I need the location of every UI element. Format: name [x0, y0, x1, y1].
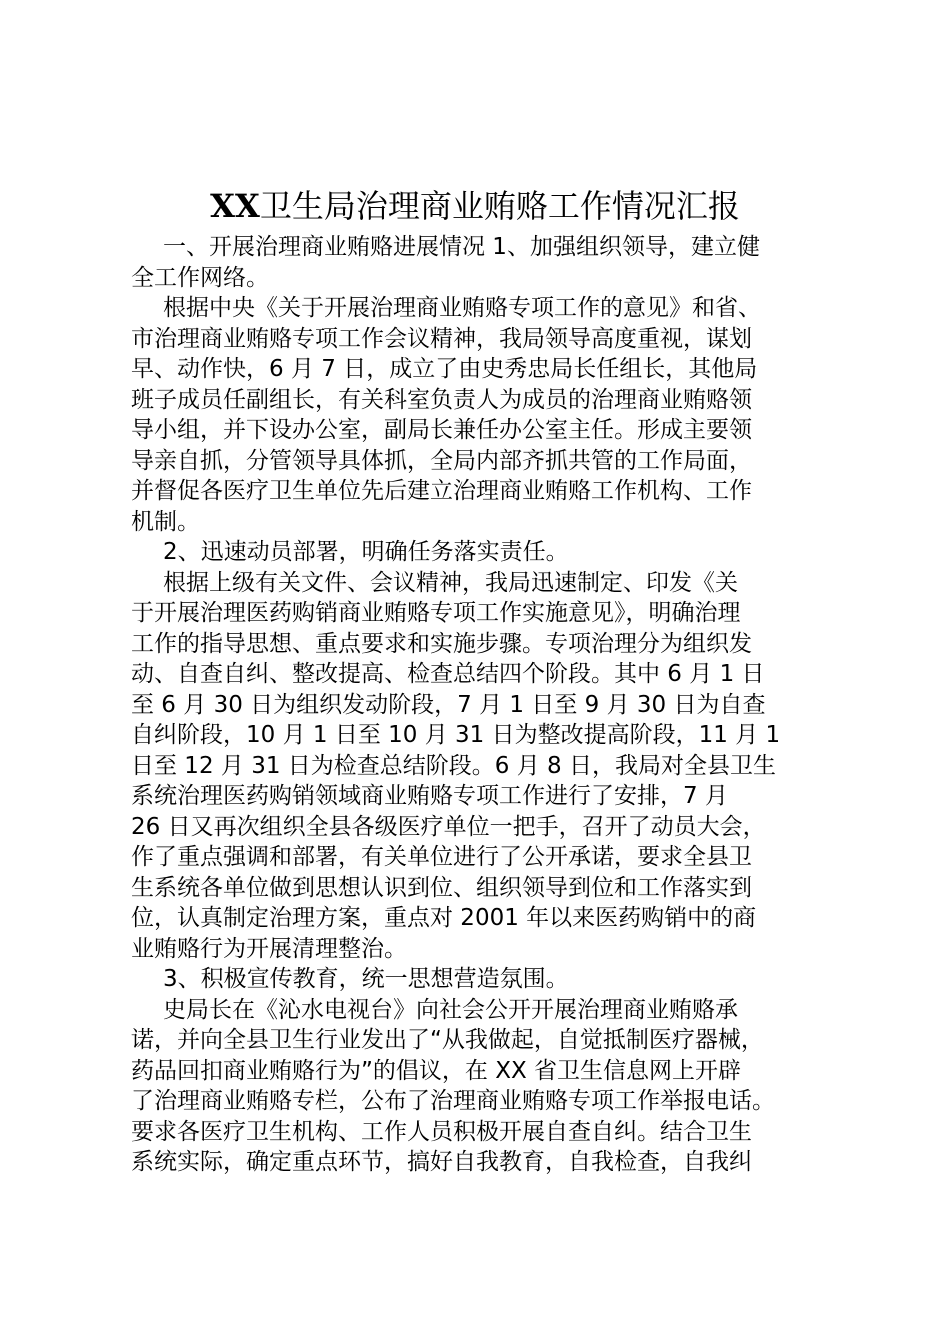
text-line: 根据上级有关文件、会议精神，我局迅速制定、印发《关: [163, 569, 738, 596]
document-title: [0, 184, 950, 228]
text-line: 要求各医疗卫生机构、工作人员积极开展自查自纠。结合卫生: [131, 1118, 752, 1145]
title-main: 卫生局治理商业贿赂工作情况汇报: [259, 187, 740, 225]
text-line: 导小组，并下设办公室，副局长兼任办公室主任。形成主要领: [131, 417, 752, 443]
text-line: 班子成员任副组长，有关科室负责人为成员的治理商业贿赂领: [131, 386, 752, 413]
text-line: 早、动作快，6 月 7 日，成立了由史秀忠局长任组长，其他局: [131, 356, 758, 382]
text-line: 作了重点强调和部署，有关单位进行了公开承诺，要求全县卫: [131, 844, 752, 870]
text-line: 生系统各单位做到思想认识到位、组织领导到位和工作落实到: [131, 874, 752, 901]
text-line: 动、自查自纠、整改提高、检查总结四个阶段。其中 6 月 1 日: [131, 661, 765, 687]
text-line: 并督促各医疗卫生单位先后建立治理商业贿赂工作机构、工作: [131, 478, 752, 504]
text-line: 至 6 月 30 日为组织发动阶段，7 月 1 日至 9 月 30 日为自查: [131, 691, 766, 718]
text-line: 机制。: [131, 508, 200, 535]
text-line: 药品回扣商业贿赂行为”的倡议，在 XX 省卫生信息网上开辟: [131, 1057, 742, 1084]
text-line: 导亲自抓，分管领导具体抓，全局内部齐抓共管的工作局面，: [131, 447, 752, 474]
title-prefix: XX: [210, 187, 260, 225]
text-line: 工作的指导思想、重点要求和实施步骤。专项治理分为组织发: [131, 630, 752, 657]
document-body: [131, 232, 831, 1178]
text-line: 日至 12 月 31 日为检查总结阶段。6 月 8 日，我局对全县卫生: [131, 752, 776, 779]
text-line: 了治理商业贿赂专栏，公布了治理商业贿赂专项工作举报电话。: [131, 1088, 775, 1114]
text-line: 26 日又再次组织全县各级医疗单位一把手，召开了动员大会，: [131, 813, 766, 840]
text-line: 一、开展治理商业贿赂进展情况 1、加强组织领导，建立健: [163, 234, 760, 260]
text-line: 系统实际，确定重点环节，搞好自我教育，自我检查，自我纠: [131, 1149, 752, 1175]
text-line: 3、积极宣传教育，统一思想营造氛围。: [163, 966, 569, 992]
text-line: 位，认真制定治理方案，重点对 2001 年以来医药购销中的商: [131, 905, 757, 931]
text-line: 全工作网络。: [131, 264, 269, 291]
text-line: 系统治理医药购销领域商业贿赂专项工作进行了安排，7 月: [131, 783, 728, 809]
text-line: 根据中央《关于开展治理商业贿赂专项工作的意见》和省、: [163, 295, 761, 321]
text-line: 史局长在《沁水电视台》向社会公开开展治理商业贿赂承: [163, 996, 738, 1023]
text-line: 2、迅速动员部署，明确任务落实责任。: [163, 539, 569, 565]
text-line: 业贿赂行为开展清理整治。: [131, 935, 407, 962]
text-line: 自纠阶段，10 月 1 日至 10 月 31 日为整改提高阶段，11 月 1: [131, 722, 781, 748]
text-line: 诺，并向全县卫生行业发出了“从我做起，自觉抵制医疗器械，: [131, 1027, 764, 1053]
text-line: 于开展治理医药购销商业贿赂专项工作实施意见》，明确治理: [131, 600, 741, 626]
text-line: 市治理商业贿赂专项工作会议精神，我局领导高度重视，谋划: [131, 325, 752, 352]
